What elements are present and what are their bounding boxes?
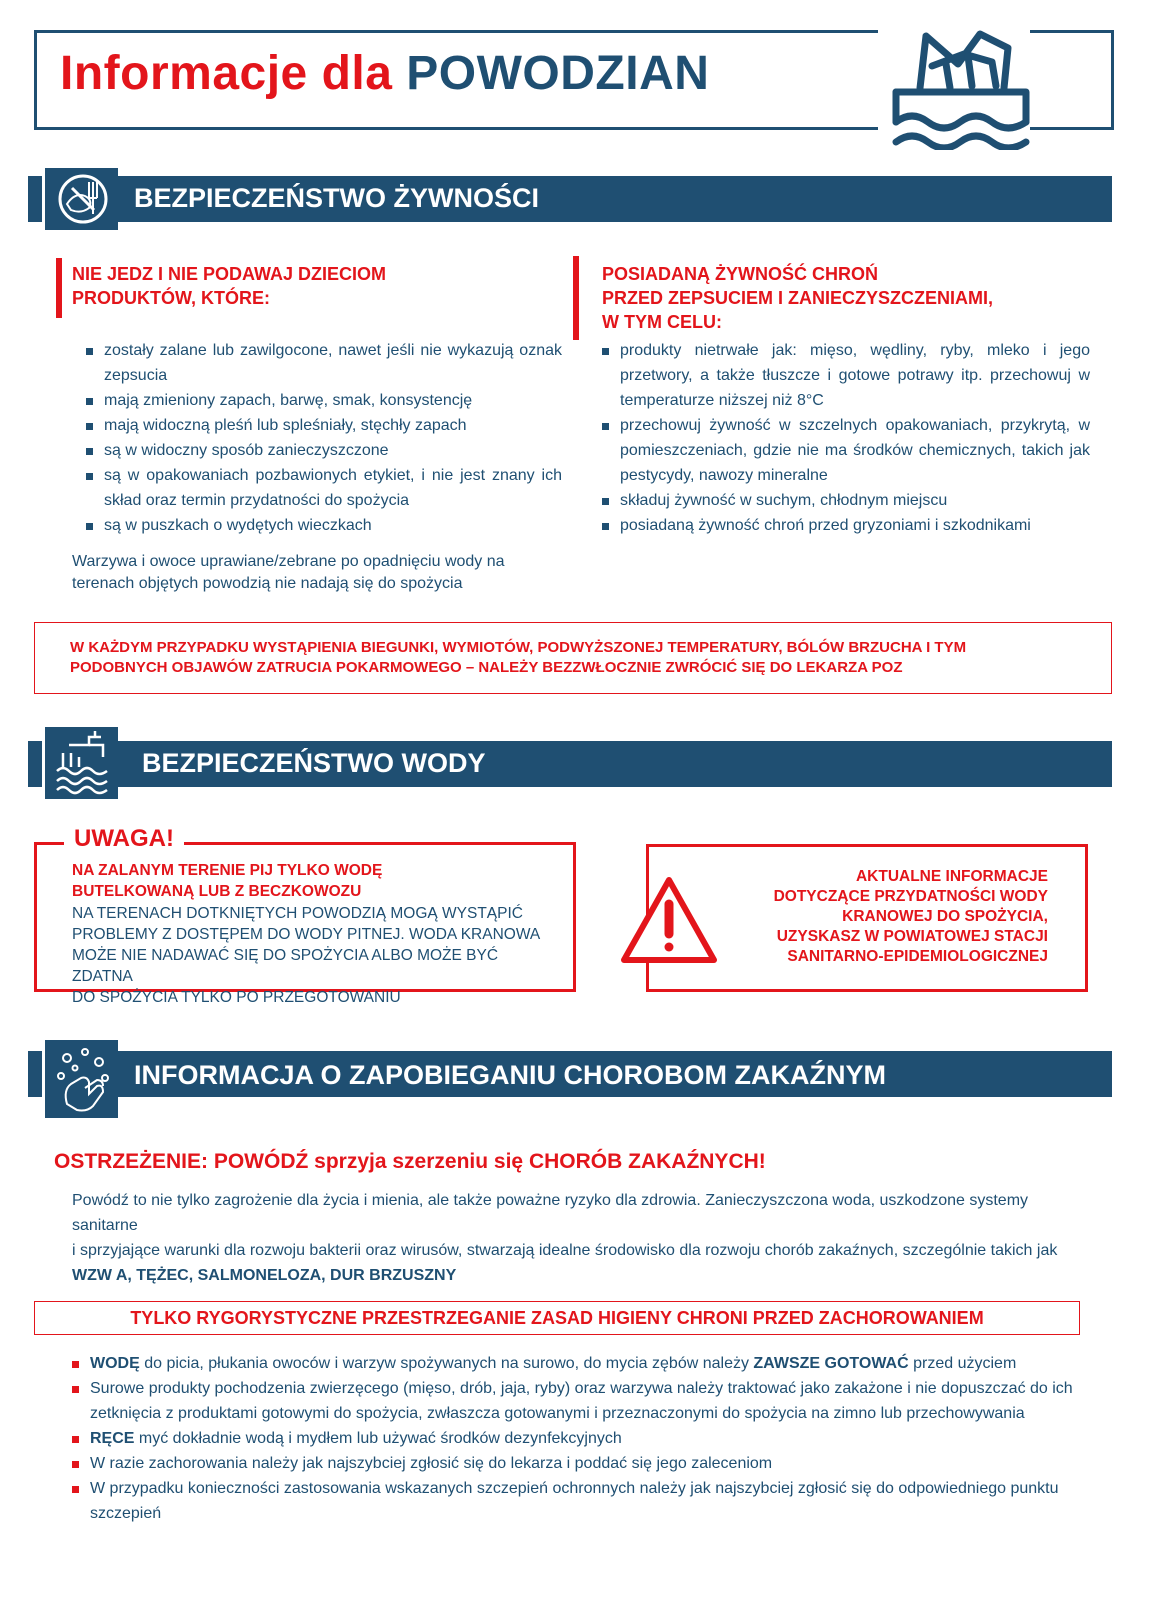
flooded-house-icon bbox=[892, 26, 1032, 150]
accent-bar bbox=[56, 258, 62, 318]
list-item: składuj żywność w suchym, chłodnym miejscu bbox=[602, 488, 1090, 513]
water-tap-icon bbox=[45, 727, 121, 799]
list-item: RĘCE myć dokładnie wodą i mydłem lub używać środków dezynfekcyjnych bbox=[72, 1426, 1082, 1451]
page-title: Informacje dla POWODZIAN bbox=[60, 47, 710, 100]
list-item: są w widoczny sposób zanieczyszczone bbox=[86, 438, 562, 463]
list-item: posiadaną żywność chroń przed gryzoniami i szkodnikami bbox=[602, 513, 1090, 538]
list-item: mają zmieniony zapach, barwę, smak, konsystencję bbox=[86, 388, 562, 413]
list-item: produkty nietrwałe jak: mięso, wędliny, ryby, mleko i jego przetwory, a także tłuszcze i gotowe potrawy itp. przechowuj w temperaturze niższej niż 8°C bbox=[602, 338, 1090, 413]
list-item: przechowuj żywność w szczelnych opakowaniach, przykrytą, w pomieszczeniach, gdzie nie ma środków chemicznych, takich jak pestycydy, nawozy mineralne bbox=[602, 413, 1090, 488]
section-icon-water bbox=[42, 727, 118, 799]
food-right-list bbox=[602, 338, 1090, 538]
food-left-heading: NIE JEDZ I NIE PODAWAJ DZIECIOM PRODUKTÓW, KTÓRE: bbox=[72, 264, 387, 308]
food-right-heading: POSIADANĄ ŻYWNOŚĆ CHROŃ PRZED ZEPSUCIEM I ZANIECZYSZCZENIAMI, W TYM CELU: bbox=[602, 264, 994, 332]
list-item: W przypadku konieczności zastosowania wskazanych szczepień ochronnych należy jak najszybciej zgłosić się do odpowiedniego punktu szczepień bbox=[72, 1476, 1082, 1526]
attention-heading: NA ZALANYM TERENIE PIJ TYLKO WODĘ BUTELKOWANĄ LUB Z BECZKOWOZU bbox=[72, 862, 383, 900]
section-title-disease: INFORMACJA O ZAPOBIEGANIU CHOROBOM ZAKAŹNYM bbox=[134, 1060, 886, 1090]
food-left-note: Warzywa i owoce uprawiane/zebrane po opadnięciu wody na terenach objętych powodzią nie nadają się do spożycia bbox=[72, 553, 505, 592]
water-info-text: AKTUALNE INFORMACJE DOTYCZĄCE PRZYDATNOŚCI WODY KRANOWEJ DO SPOŻYCIA, UZYSKASZ W POWIATOWEJ STACJI SANITARNO-EPIDEMIOLOGICZNEJ bbox=[773, 868, 1048, 965]
attention-label: UWAGA! bbox=[74, 825, 174, 852]
accent-bar bbox=[573, 256, 579, 340]
list-item: są w puszkach o wydętych wieczkach bbox=[86, 513, 562, 538]
list-item: WODĘ do picia, płukania owoców i warzyw spożywanych na surowo, do mycia zębów należy ZAWSZE GOTOWAĆ przed użyciem bbox=[72, 1351, 1082, 1376]
food-left-list bbox=[86, 338, 562, 538]
section-icon-disease bbox=[42, 1040, 118, 1118]
section-icon-food bbox=[42, 168, 118, 230]
no-food-icon bbox=[45, 168, 121, 230]
list-item: mają widoczną pleśń lub spleśniały, stęchły zapach bbox=[86, 413, 562, 438]
warning-triangle-icon bbox=[618, 874, 720, 966]
attention-body: NA TERENACH DOTKNIĘTYCH POWODZIĄ MOGĄ WYSTĄPIĆ PROBLEMY Z DOSTĘPEM DO WODY PITNEJ. WODA KRANOWA MOŻE NIE NADAWAĆ SIĘ DO SPOŻYCIA ALBO MOŻE BYĆ ZDATNA DO SPOŻYCIA TYLKO PO PRZEGOTOWANIU bbox=[72, 905, 541, 1006]
list-item: zostały zalane lub zawilgocone, nawet jeśli nie wykazują oznak zepsucia bbox=[86, 338, 562, 388]
list-item: W razie zachorowania należy jak najszybciej zgłosić się do lekarza i poddać się jego zaleceniom bbox=[72, 1451, 1082, 1476]
section-title-water: BEZPIECZEŃSTWO WODY bbox=[142, 748, 486, 778]
list-item: są w opakowaniach pozbawionych etykiet, i nie jest znany ich skład oraz termin przydatności do spożycia bbox=[86, 463, 562, 513]
disease-intro: Powódź to nie tylko zagrożenie dla życia i mienia, ale także poważne ryzyko dla zdrowia. Zanieczyszczona woda, uszkodzone systemy sanitarne i sprzyjające warunki dla rozwoju bakterii oraz wirusów, stwarzają idealne środowisko dla rozwoju chorób zakaźnych, szczególnie takich jak WZW A, TĘŻEC, SALMONELOZA, DUR BRZUSZNY bbox=[72, 1192, 1058, 1284]
disease-alert: OSTRZEŻENIE: POWÓDŹ sprzyja szerzeniu się CHORÓB ZAKAŹNYCH! bbox=[54, 1150, 766, 1173]
hand-washing-icon bbox=[45, 1040, 121, 1118]
section-title-food: BEZPIECZEŃSTWO ŻYWNOŚCI bbox=[134, 183, 539, 213]
list-item: Surowe produkty pochodzenia zwierzęcego (mięso, drób, jaja, ryby) oraz warzywa należy traktować jako zakażone i nie dopuszczać do ich zetknięcia z produktami gotowymi do spożycia, zwłaszcza gotowanymi i przeznaczonymi do spożycia na zimno lub przechowywania bbox=[72, 1376, 1082, 1426]
hygiene-list bbox=[72, 1351, 1082, 1526]
